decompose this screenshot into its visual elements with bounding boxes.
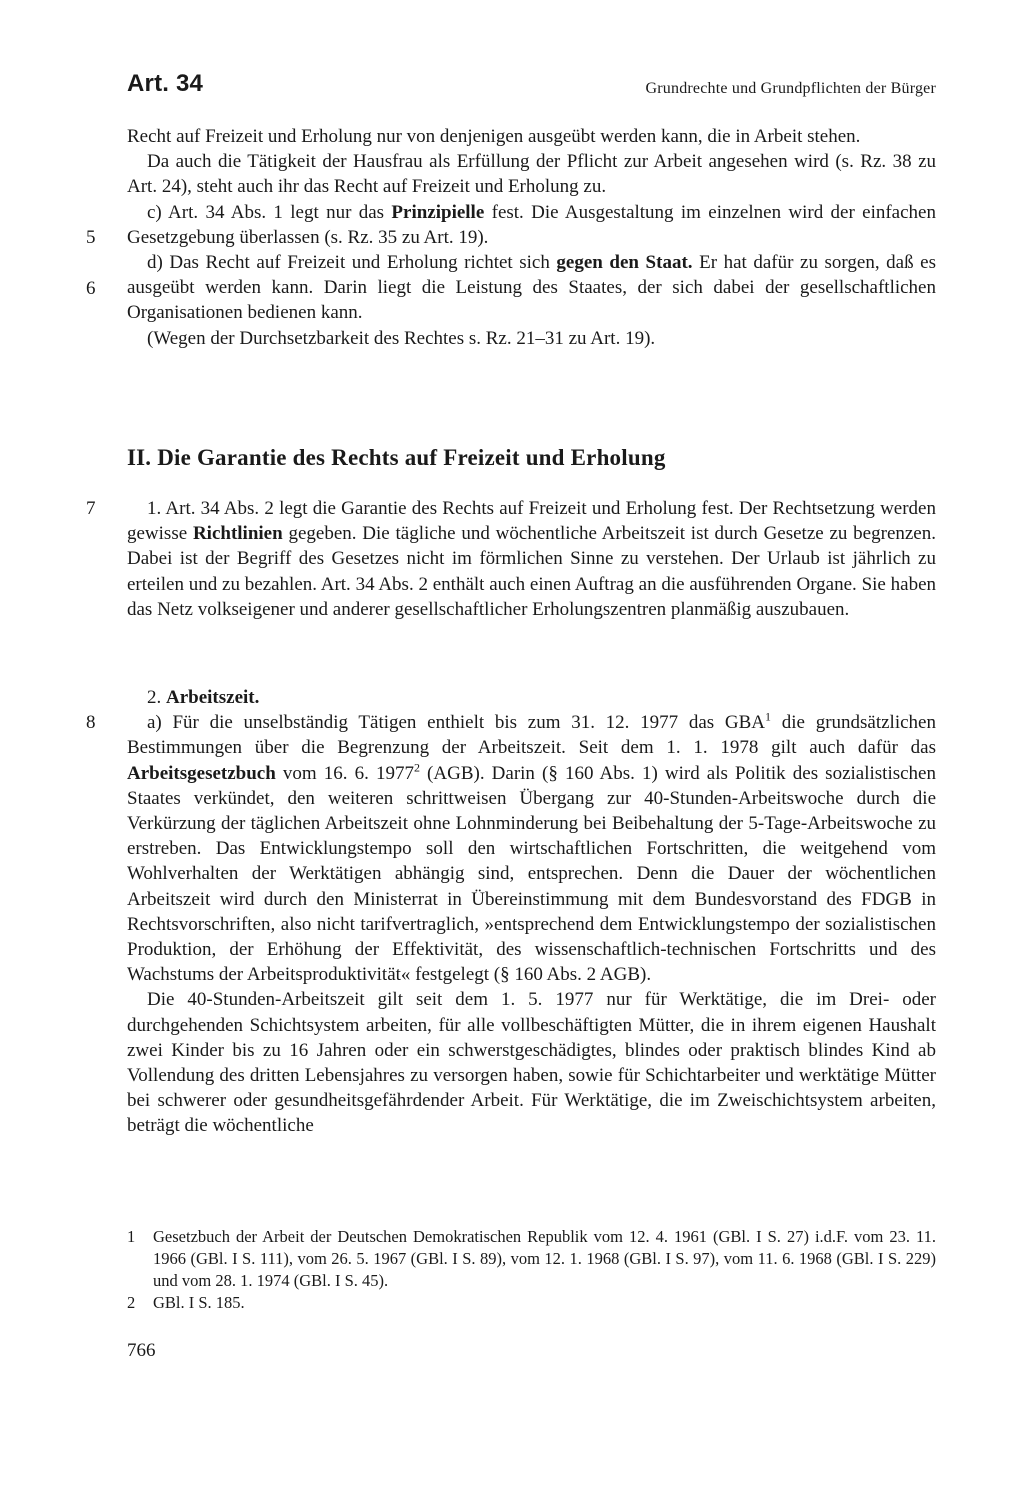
paragraph-c-text-1: c) Art. 34 Abs. 1 legt nur das xyxy=(147,201,392,223)
arbeitszeit-a-text-4: (AGB). Darin (§ 160 Abs. 1) wird als Politik des sozialistischen Staates verkündet, den weiteren schrittweisen Übergang zur 40-Stunden-Arbeitswoche durch die Verkürzung der täglichen Arbeitszeit ohne Lohnminderung bei Beibehaltung der 5-Tage-Arbeitswoche zu erstreben. Das Entwicklungstempo soll den wirtschaftlichen Fortschritten, die weitgehend vom Wohlverhalten der Werktätigen abhängig sind, entsprechen. Denn die Dauer der wöchentlichen Arbeitszeit wird durch den Ministerrat in Übereinstimmung mit dem Bundesvorstand des FDGB in Rechtsvorschriften, also nicht tarifvertraglich, »entsprechend dem Entwicklungstempo der sozialistischen Produktion, der Erhöhung der Effektivität, des wissenschaftlich-technischen Fortschritts und des Wachstums der Arbeitsproduktivität« festgelegt (§ 160 Abs. 2 AGB). xyxy=(127,762,936,986)
paragraph-garantie-text-2: gegeben. Die tägliche und wöchentliche Arbeitszeit ist durch Gesetze zu begrenzen. Dabei ist der Begriff des Gesetzes nicht im förmlichen Sinne zu verstehen. Der Urlaub ist jährlich zu erteilen und zu bezahlen. Art. 34 Abs. 2 enthält auch einen Auftrag an die ausführenden Organe. Sie haben das Netz volkseigener und anderer gesellschaftlicher Erholungszentren planmäßig auszubauen. xyxy=(127,523,936,620)
arbeitszeit-a-text-3: vom 16. 6. 1977 xyxy=(275,762,414,784)
running-header-article: Art. 34 xyxy=(127,70,204,97)
paragraph-c xyxy=(127,200,936,250)
arbeitszeit-a-text-2: die grundsätzlichen Bestimmungen über die Begrenzung der Arbeitszeit. Seit dem 1. 1. 1978 gilt auch dafür das xyxy=(127,712,936,759)
footnote-ref-1: 1 xyxy=(765,709,772,724)
arbeitszeit-heading xyxy=(127,685,936,710)
footnote-text: GBl. I S. 185. xyxy=(153,1293,245,1312)
arbeitszeit-a-bold: Arbeitsgesetzbuch xyxy=(127,762,276,784)
paragraph-garantie xyxy=(127,496,936,622)
arbeitszeit-a-text-1: a) Für die unselbständig Tätigen enthielt bis zum 31. 12. 1977 das GBA xyxy=(147,712,766,734)
section-heading: II. Die Garantie des Rechts auf Freizeit und Erholung xyxy=(127,445,666,470)
running-header-title: Grundrechte und Grundpflichten der Bürger xyxy=(645,80,936,97)
footnote-number: 1 xyxy=(127,1227,136,1246)
paragraph-arbeitszeit-a xyxy=(127,710,936,987)
paragraph-garantie-bold: Richtlinien xyxy=(192,523,283,545)
paragraph-40-stunden: Die 40-Stunden-Arbeitszeit gilt seit dem 1. 5. 1977 nur für Werktätige, die im Drei- oder durchgehenden Schichtsystem arbeiten, für alle vollbeschäftigten Mütter, die in ihrem eigenen Haushalt zwei Kinder bis zu 16 Jahren oder ein schwerstgeschädigtes, blindes oder praktisch blindes Kind ab Vollendung des dritten Lebensjahres zu versorgen haben, sowie für Schichtarbeiter und werktätige Mütter bei schwerer oder gesundheitsgefährdender Arbeit. Für Werktätige, die im Zweischichtsystem arbeiten, beträgt die wöchentliche xyxy=(127,989,936,1137)
arbeitszeit-heading-num: 2. xyxy=(147,687,166,708)
footnote-ref-2: 2 xyxy=(413,760,420,775)
paragraph-durchsetzbarkeit: (Wegen der Durchsetzbarkeit des Rechtes s. Rz. 21–31 zu Art. 19). xyxy=(147,327,656,349)
paragraph-continuation: Recht auf Freizeit und Erholung nur von denjenigen ausgeübt werden kann, die in Arbeit stehen. xyxy=(127,126,861,147)
footnote-2 xyxy=(127,1292,936,1314)
margin-number-7: 7 xyxy=(86,498,96,519)
margin-number-5: 5 xyxy=(86,227,96,248)
margin-number-8: 8 xyxy=(86,712,96,733)
arbeitszeit-heading-bold: Arbeitszeit. xyxy=(166,687,260,708)
paragraph-c-bold: Prinzipielle xyxy=(391,201,485,223)
paragraph-d xyxy=(127,250,936,326)
paragraph-hausfrau: Da auch die Tätigkeit der Hausfrau als Erfüllung der Pflicht zur Arbeit angesehen wird (s. Rz. 38 zu Art. 24), steht auch ihr das Recht auf Freizeit und Erholung zu. xyxy=(127,151,936,198)
page-number: 766 xyxy=(127,1340,156,1361)
footnote-1 xyxy=(127,1226,936,1292)
paragraph-d-text-1: d) Das Recht auf Freizeit und Erholung richtet sich xyxy=(147,252,557,274)
paragraph-d-bold: gegen den Staat. xyxy=(556,252,693,274)
margin-number-6: 6 xyxy=(86,278,96,299)
footnote-text: Gesetzbuch der Arbeit der Deutschen Demokratischen Republik vom 12. 4. 1961 (GBl. I S. 27) i.d.F. vom 23. 11. 1966 (GBl. I S. 111), vom 26. 5. 1967 (GBl. I S. 89), vom 12. 1. 1968 (GBl. I S. 97), vom 11. 6. 1968 (GBl. I S. 229) und vom 28. 1. 1974 (GBl. I S. 45). xyxy=(153,1227,936,1290)
footnotes xyxy=(127,1226,936,1314)
top-text-block xyxy=(127,124,936,351)
section-paragraph-block xyxy=(127,496,936,622)
paragraph-c-text-2: fest. Die Ausgestaltung im einzelnen wird der einfachen Gesetzgebung überlassen (s. Rz. 35 zu Art. 19). xyxy=(127,201,936,248)
footnote-number: 2 xyxy=(127,1293,136,1312)
paragraph-garantie-text-1: 1. Art. 34 Abs. 2 legt die Garantie des Rechts auf Freizeit und Erholung fest. Der Rechtsetzung werden gewisse xyxy=(127,498,936,545)
paragraph-d-text-2: Er hat dafür zu sorgen, daß es ausgeübt werden kann. Darin liegt die Leistung des Staates, der sich dabei der gesellschaftlichen Organisationen bedienen kann. xyxy=(127,252,936,324)
arbeitszeit-block xyxy=(127,685,936,1139)
